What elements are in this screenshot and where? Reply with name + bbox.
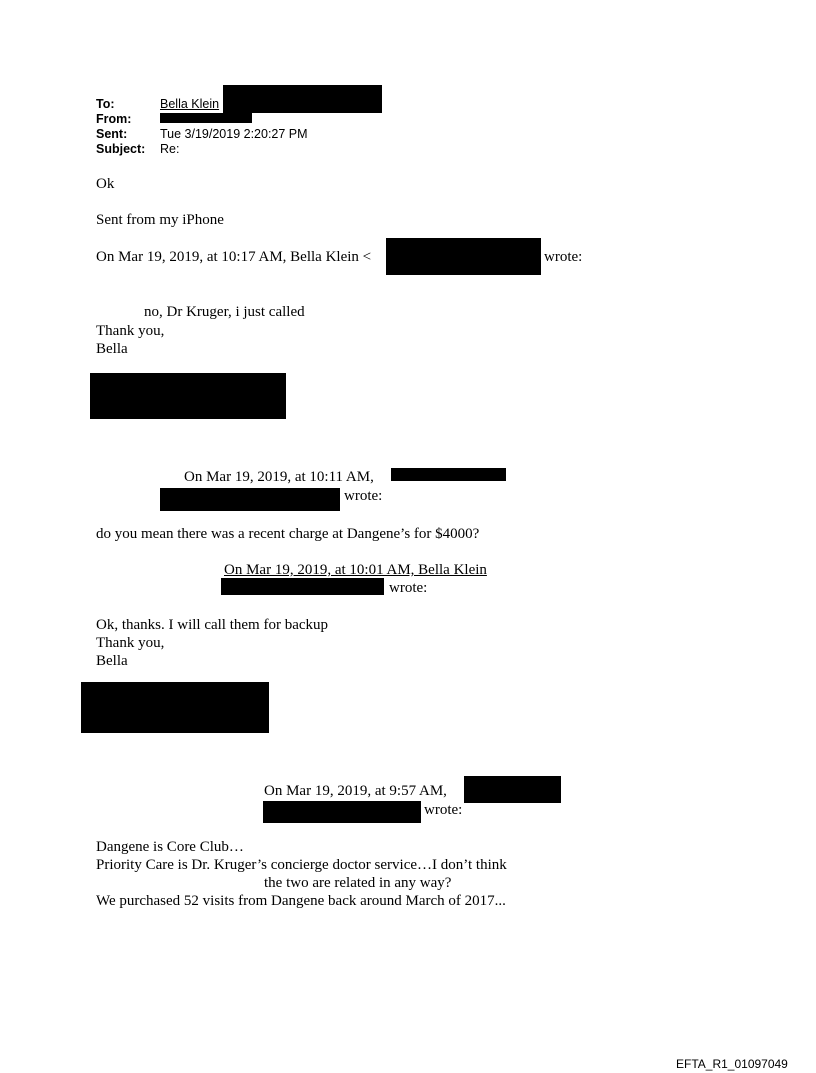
quote-wrote: wrote: bbox=[424, 802, 463, 818]
quote-wrote: wrote: bbox=[389, 580, 428, 596]
redaction-box bbox=[386, 238, 541, 275]
redaction-box bbox=[160, 113, 252, 123]
quote-line: no, Dr Kruger, i just called bbox=[144, 304, 305, 320]
quote-intro: On Mar 19, 2019, at 9:57 AM, bbox=[264, 783, 447, 799]
subject-value: Re: bbox=[160, 142, 180, 156]
quote-line: Thank you, bbox=[96, 323, 165, 339]
quote-line: We purchased 52 visits from Dangene back around March of 2017... bbox=[96, 893, 506, 909]
redaction-box bbox=[263, 801, 421, 823]
quote-intro: On Mar 19, 2019, at 10:11 AM, bbox=[184, 469, 374, 485]
redaction-box bbox=[391, 468, 506, 481]
reply-text: Ok bbox=[96, 176, 115, 192]
from-label: From: bbox=[96, 112, 132, 126]
to-label: To: bbox=[96, 97, 115, 111]
quote-wrote: wrote: bbox=[544, 249, 583, 265]
sent-label: Sent: bbox=[96, 127, 128, 141]
quote-line: Ok, thanks. I will call them for backup bbox=[96, 617, 329, 633]
redaction-box bbox=[160, 488, 340, 511]
quote-line: Priority Care is Dr. Kruger’s concierge doctor service…I don’t think bbox=[96, 857, 507, 873]
subject-label: Subject: bbox=[96, 142, 146, 156]
quote-line: Thank you, bbox=[96, 635, 165, 651]
quote-line: Bella bbox=[96, 653, 128, 669]
to-value: Bella Klein bbox=[160, 97, 220, 111]
redaction-box bbox=[221, 578, 384, 595]
redaction-box bbox=[81, 682, 269, 733]
redaction-box bbox=[464, 776, 561, 803]
redaction-box bbox=[223, 85, 382, 113]
quote-line: Dangene is Core Club… bbox=[96, 839, 244, 855]
redaction-box bbox=[90, 373, 286, 419]
quote-intro: On Mar 19, 2019, at 10:17 AM, Bella Klein < bbox=[96, 249, 372, 265]
document-id: EFTA_R1_01097049 bbox=[676, 1057, 788, 1071]
signature-text: Sent from my iPhone bbox=[96, 212, 224, 228]
quote-line: Bella bbox=[96, 341, 128, 357]
quote-line: the two are related in any way? bbox=[264, 875, 452, 891]
quote-wrote: wrote: bbox=[344, 488, 383, 504]
quote-line: do you mean there was a recent charge at Dangene’s for $4000? bbox=[96, 526, 480, 542]
sent-value: Tue 3/19/2019 2:20:27 PM bbox=[160, 127, 308, 141]
quote-intro: On Mar 19, 2019, at 10:01 AM, Bella Klein bbox=[224, 562, 487, 578]
